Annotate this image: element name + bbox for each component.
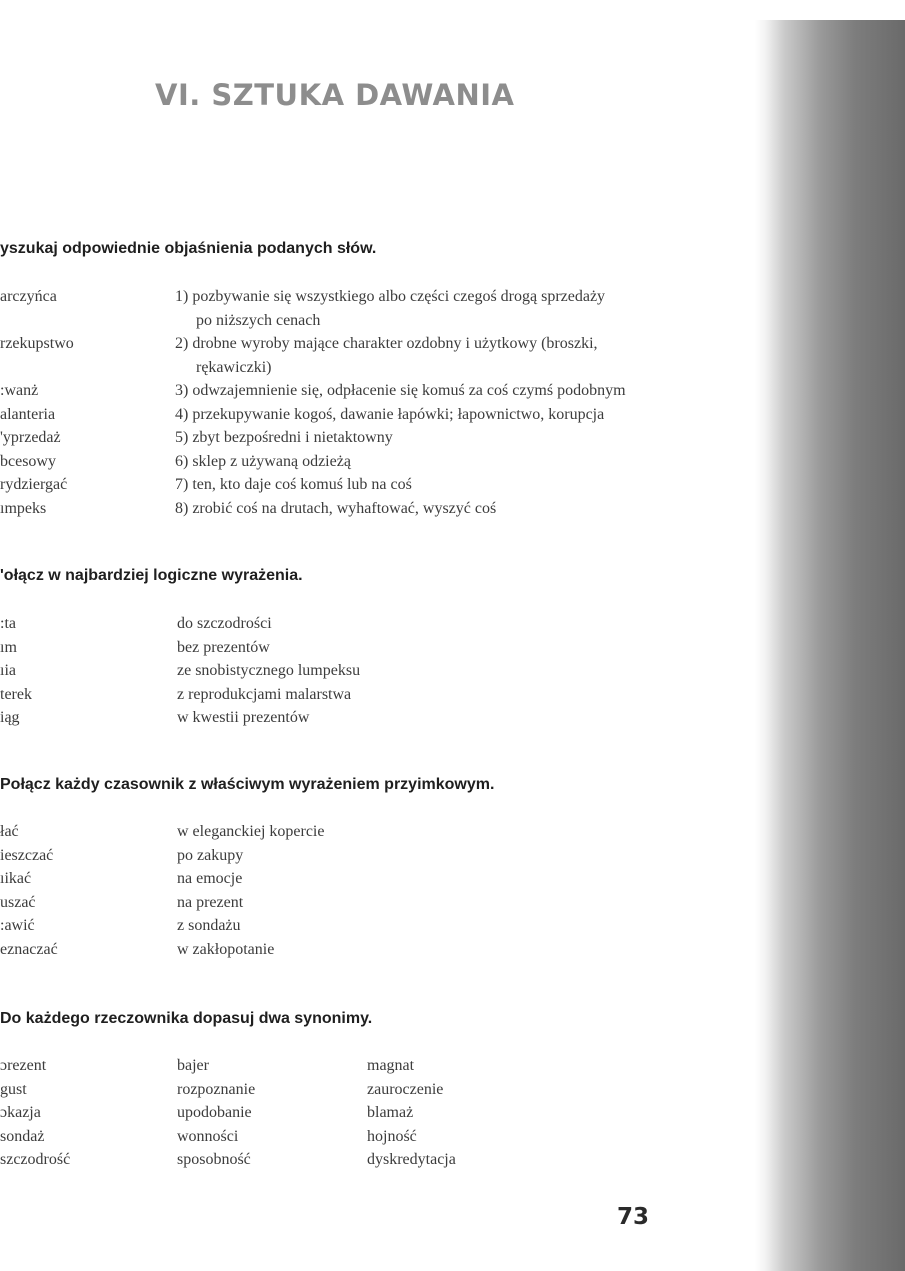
definition-item bbox=[175, 450, 626, 474]
section4-synonyms-a bbox=[177, 1054, 255, 1172]
phrase-item: na emocje bbox=[177, 870, 243, 887]
word-item: rzekupstwo bbox=[0, 335, 74, 352]
definition-item bbox=[175, 426, 626, 450]
noun-item: ɔkazja bbox=[0, 1104, 41, 1121]
synonym-item: dyskredytacja bbox=[367, 1151, 456, 1168]
definition-item bbox=[175, 285, 626, 332]
section4-nouns bbox=[0, 1054, 70, 1172]
definition-item bbox=[175, 332, 626, 379]
synonym-item: hojność bbox=[367, 1127, 417, 1145]
word-item: bcesowy bbox=[0, 452, 56, 470]
synonym-item: sposobność bbox=[177, 1151, 251, 1168]
definition-line: 4) przekupywanie kogoś, dawanie łapówki; łapownictwo, korupcja bbox=[175, 405, 605, 423]
noun-item: szczodrość bbox=[0, 1151, 71, 1168]
word-item: alanteria bbox=[0, 405, 56, 423]
section3-instruction: Połącz każdy czasownik z właściwym wyrażeniem przyimkowym. bbox=[0, 776, 495, 793]
word-item: iąg bbox=[0, 709, 20, 726]
gutter-top-edge bbox=[755, 0, 905, 20]
word-item: arczyńca bbox=[0, 288, 57, 305]
noun-item: ɔrezent bbox=[0, 1057, 47, 1074]
definition-line: 8) zrobić coś na drutach, wyhaftować, wyszyć coś bbox=[175, 499, 497, 517]
phrase-item: do szczodrości bbox=[177, 615, 272, 632]
definition-line: 1) pozbywanie się wszystkiego albo części czegoś drogą sprzedaży bbox=[175, 288, 606, 305]
section2-phrases bbox=[177, 612, 360, 730]
word-item: ım bbox=[0, 638, 17, 656]
definition-item bbox=[175, 379, 626, 403]
synonym-item: blamaż bbox=[367, 1104, 414, 1121]
verb-item: uszać bbox=[0, 893, 36, 911]
verb-item: eznaczać bbox=[0, 940, 58, 958]
phrase-item: bez prezentów bbox=[177, 638, 270, 656]
definition-line: 3) odwzajemnienie się, odpłacenie się komuś za coś czymś podobnym bbox=[175, 382, 626, 399]
definition-line: 6) sklep z używaną odzieżą bbox=[175, 452, 351, 470]
section1-words bbox=[0, 285, 74, 520]
section4-synonyms-b bbox=[367, 1054, 456, 1172]
synonym-item: bajer bbox=[177, 1057, 209, 1074]
noun-item: sondaż bbox=[0, 1127, 45, 1145]
section3-words bbox=[0, 820, 58, 961]
phrase-item: z reprodukcjami malarstwa bbox=[177, 685, 352, 703]
verb-item: ıikać bbox=[0, 870, 32, 887]
verb-item: łać bbox=[0, 823, 19, 840]
word-item: rydziergać bbox=[0, 476, 68, 493]
noun-item: gust bbox=[0, 1080, 27, 1098]
chapter-title: VI. SZTUKA DAWANIA bbox=[155, 78, 515, 112]
synonym-item: upodobanie bbox=[177, 1104, 252, 1121]
word-item: terek bbox=[0, 685, 32, 703]
section2-words bbox=[0, 612, 32, 730]
synonym-item: wonności bbox=[177, 1127, 239, 1145]
page-number: 73 bbox=[617, 1204, 650, 1230]
definition-item bbox=[175, 497, 626, 521]
word-item: ıia bbox=[0, 662, 16, 679]
phrase-item: ze snobistycznego lumpeksu bbox=[177, 662, 361, 679]
phrase-item: po zakupy bbox=[177, 846, 244, 864]
definition-item bbox=[175, 403, 626, 427]
verb-item: :awić bbox=[0, 917, 35, 934]
synonym-item: zauroczenie bbox=[367, 1080, 444, 1098]
definition-continuation: rękawiczki) bbox=[196, 358, 272, 376]
phrase-item: w eleganckiej kopercie bbox=[177, 823, 325, 840]
verb-item: ieszczać bbox=[0, 846, 54, 864]
word-item: ımpeks bbox=[0, 499, 47, 517]
word-item: :ta bbox=[0, 615, 16, 632]
word-item: 'yprzedaż bbox=[0, 429, 61, 446]
definition-continuation: po niższych cenach bbox=[196, 311, 321, 329]
phrase-item: w zakłopotanie bbox=[177, 940, 275, 958]
phrase-item: na prezent bbox=[177, 893, 244, 911]
binding-gutter bbox=[755, 0, 905, 1271]
synonym-item: rozpoznanie bbox=[177, 1080, 256, 1098]
synonym-item: magnat bbox=[367, 1057, 415, 1074]
definition-line: 5) zbyt bezpośredni i nietaktowny bbox=[175, 429, 393, 446]
phrase-item: w kwestii prezentów bbox=[177, 709, 310, 726]
definition-item bbox=[175, 473, 626, 497]
section3-phrases bbox=[177, 820, 324, 961]
section2-instruction: 'ołącz w najbardziej logiczne wyrażenia. bbox=[0, 567, 303, 584]
word-item: :wanż bbox=[0, 382, 39, 399]
definition-line: 7) ten, kto daje coś komuś lub na coś bbox=[175, 476, 412, 493]
phrase-item: z sondażu bbox=[177, 917, 241, 934]
section1-definitions bbox=[175, 285, 626, 520]
section1-instruction: yszukaj odpowiednie objaśnienia podanych słów. bbox=[0, 240, 377, 257]
definition-line: 2) drobne wyroby mające charakter ozdobny i użytkowy (broszki, bbox=[175, 335, 598, 352]
section4-instruction: Do każdego rzeczownika dopasuj dwa synonimy. bbox=[0, 1010, 373, 1027]
